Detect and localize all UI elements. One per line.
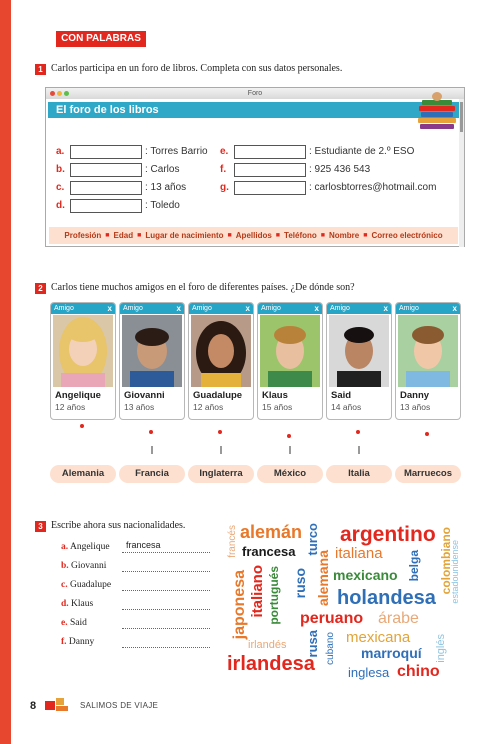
answer-line[interactable] — [122, 628, 210, 629]
friend-card — [119, 302, 185, 420]
country-tag[interactable]: México — [257, 465, 323, 483]
pin-icon — [149, 430, 153, 434]
word-bank-item: Nombre — [329, 231, 360, 240]
forum-banner: El foro de los libros — [48, 102, 460, 118]
cloud-word: ruso — [292, 568, 308, 599]
forum-window — [45, 87, 465, 247]
word-bank-item: Teléfono — [284, 231, 317, 240]
close-icon[interactable]: x — [314, 304, 319, 313]
friend-card — [326, 302, 392, 420]
answer-line[interactable] — [122, 590, 210, 591]
friend-photo — [398, 315, 458, 387]
field-c-value: : 13 años — [145, 182, 187, 193]
answer-line[interactable] — [122, 552, 210, 553]
pin-icon — [80, 424, 84, 428]
field-b-value: : Carlos — [145, 164, 180, 175]
close-icon[interactable]: x — [245, 304, 250, 313]
friend-card — [395, 302, 461, 420]
field-d-value: : Toledo — [145, 200, 180, 211]
friend-name: Danny — [400, 390, 430, 401]
field-a-input[interactable] — [70, 145, 142, 159]
nationality-item: b. Giovanni — [61, 561, 107, 571]
window-title: Foro — [247, 90, 263, 97]
field-label-c: c. — [56, 182, 65, 193]
card-header: Amigo — [258, 303, 322, 314]
exercise-number: 1 — [35, 64, 46, 75]
friend-name: Angelique — [55, 390, 101, 401]
pin-icon — [356, 430, 360, 434]
exercise-number: 2 — [35, 283, 46, 294]
pin-line — [358, 446, 360, 454]
friend-photo — [191, 315, 251, 387]
footer-title: SALIMOS DE VIAJE — [80, 701, 159, 710]
word-bank-item: Profesión — [64, 231, 102, 240]
answer-line[interactable] — [122, 647, 210, 648]
friend-name: Klaus — [262, 390, 288, 401]
page-number: 8 — [30, 700, 37, 712]
bullet-icon: ■ — [320, 232, 326, 239]
friend-card — [257, 302, 323, 420]
cloud-word: mexicano — [333, 567, 398, 583]
books-icon — [416, 92, 460, 132]
field-g-input[interactable] — [234, 181, 306, 195]
friend-age: 12 años — [55, 402, 86, 412]
cloud-word: chino — [397, 663, 440, 680]
friend-age: 12 años — [193, 402, 224, 412]
exercise-instruction: Carlos tiene muchos amigos en el foro de diferentes países. ¿De dónde son? — [51, 282, 355, 293]
pin-line — [220, 446, 222, 454]
friend-name: Guadalupe — [193, 390, 243, 401]
friend-photo — [53, 315, 113, 387]
field-b-input[interactable] — [70, 163, 142, 177]
cloud-word: alemán — [240, 522, 303, 542]
cloud-word: peruano — [300, 610, 364, 627]
card-header: Amigo — [327, 303, 391, 314]
close-icon[interactable]: x — [383, 304, 388, 313]
friend-photo — [329, 315, 389, 387]
cloud-word: irlandesa — [227, 653, 315, 675]
cloud-word: árabe — [378, 610, 419, 627]
cloud-word: inglés — [435, 634, 447, 663]
cloud-word: colombiano — [439, 527, 453, 595]
bullet-icon: ■ — [105, 232, 110, 239]
nationality-item: e. Said — [61, 618, 87, 628]
cloud-word: francés — [227, 525, 238, 558]
field-c-input[interactable] — [70, 181, 142, 195]
field-label-a: a. — [56, 146, 65, 157]
answer-line[interactable] — [122, 609, 210, 610]
cloud-word: portugués — [267, 566, 281, 625]
country-tag[interactable]: Italia — [326, 465, 392, 483]
nationality-item: a. Angelique — [61, 542, 110, 552]
country-tag[interactable]: Inglaterra — [188, 465, 254, 483]
friend-name: Giovanni — [124, 390, 165, 401]
friend-photo — [122, 315, 182, 387]
friend-age: 14 años — [331, 402, 362, 412]
field-g-value: : carlosbtorres@hotmail.com — [309, 182, 437, 193]
pin-line — [289, 446, 291, 454]
cloud-word: estadounidense — [450, 540, 460, 604]
section-tab: CON PALABRAS — [56, 31, 146, 47]
cloud-word: francesa — [242, 544, 296, 559]
pin-line — [151, 446, 153, 454]
friend-card — [50, 302, 116, 420]
cloud-word: belga — [407, 550, 421, 582]
exercise-instruction: Escribe ahora sus nacionalidades. — [51, 520, 186, 531]
card-header: Amigo — [120, 303, 184, 314]
card-header: Amigo — [396, 303, 460, 314]
close-icon[interactable]: x — [452, 304, 457, 313]
nationality-item: f. Danny — [61, 637, 95, 647]
book-logo-icon — [45, 698, 69, 712]
word-bank-item: Apellidos — [235, 231, 272, 240]
pin-icon — [287, 434, 291, 438]
word-bank-item: Edad — [113, 231, 134, 240]
cloud-word: italiano — [249, 565, 266, 618]
cloud-word: marroquí — [361, 645, 422, 661]
field-label-f: f. — [220, 164, 227, 175]
cloud-word: cubano — [325, 632, 336, 665]
cloud-word: irlandés — [248, 639, 287, 651]
field-d-input[interactable] — [70, 199, 142, 213]
nationality-item: d. Klaus — [61, 599, 94, 609]
answer-line[interactable] — [122, 571, 210, 572]
cloud-word: rusa — [305, 630, 320, 658]
cloud-word: turco — [305, 523, 320, 556]
page-edge-bar — [0, 0, 11, 744]
exercise-number: 3 — [35, 521, 46, 532]
word-bank-item: Correo electrónico — [371, 231, 443, 240]
friend-age: 13 años — [124, 402, 155, 412]
field-label-e: e. — [220, 146, 229, 157]
bullet-icon: ■ — [137, 232, 142, 239]
cloud-word: argentino — [340, 523, 436, 546]
friend-card — [188, 302, 254, 420]
friend-age: 13 años — [400, 402, 431, 412]
pin-icon — [218, 430, 222, 434]
country-tag[interactable]: Alemania — [50, 465, 116, 483]
cloud-word: inglesa — [348, 665, 390, 680]
field-e-value: : Estudiante de 2.º ESO — [309, 146, 415, 157]
scrollbar-thumb[interactable] — [460, 102, 463, 132]
pin-icon — [425, 432, 429, 436]
field-f-input[interactable] — [234, 163, 306, 177]
cloud-word: alemana — [315, 550, 331, 607]
bullet-icon: ■ — [227, 232, 232, 239]
word-bank — [49, 227, 458, 244]
close-icon[interactable]: x — [176, 304, 181, 313]
field-e-input[interactable] — [234, 145, 306, 159]
field-label-g: g. — [220, 182, 229, 193]
card-header: Amigo — [189, 303, 253, 314]
country-tag[interactable]: Marruecos — [395, 465, 461, 483]
friend-photo — [260, 315, 320, 387]
field-a-value: : Torres Barrio — [145, 146, 208, 157]
cloud-word: holandesa — [337, 587, 436, 609]
field-label-d: d. — [56, 200, 65, 211]
friend-age: 15 años — [262, 402, 293, 412]
cloud-word: mexicana — [346, 629, 411, 646]
close-icon[interactable]: x — [107, 304, 112, 313]
cloud-word: italiana — [335, 545, 383, 562]
field-label-b: b. — [56, 164, 65, 175]
country-tag[interactable]: Francia — [119, 465, 185, 483]
bullet-icon: ■ — [275, 232, 281, 239]
card-header: Amigo — [51, 303, 115, 314]
nationality-item: c. Guadalupe — [61, 580, 112, 590]
bullet-icon: ■ — [363, 232, 368, 239]
friend-name: Said — [331, 390, 352, 401]
field-f-value: : 925 436 543 — [309, 164, 371, 175]
nationality-answer: francesa — [126, 540, 161, 550]
cloud-word: japonesa — [231, 570, 248, 640]
word-bank-item: Lugar de nacimiento — [145, 231, 224, 240]
exercise-instruction: Carlos participa en un foro de libros. Completa con sus datos personales. — [51, 63, 343, 74]
